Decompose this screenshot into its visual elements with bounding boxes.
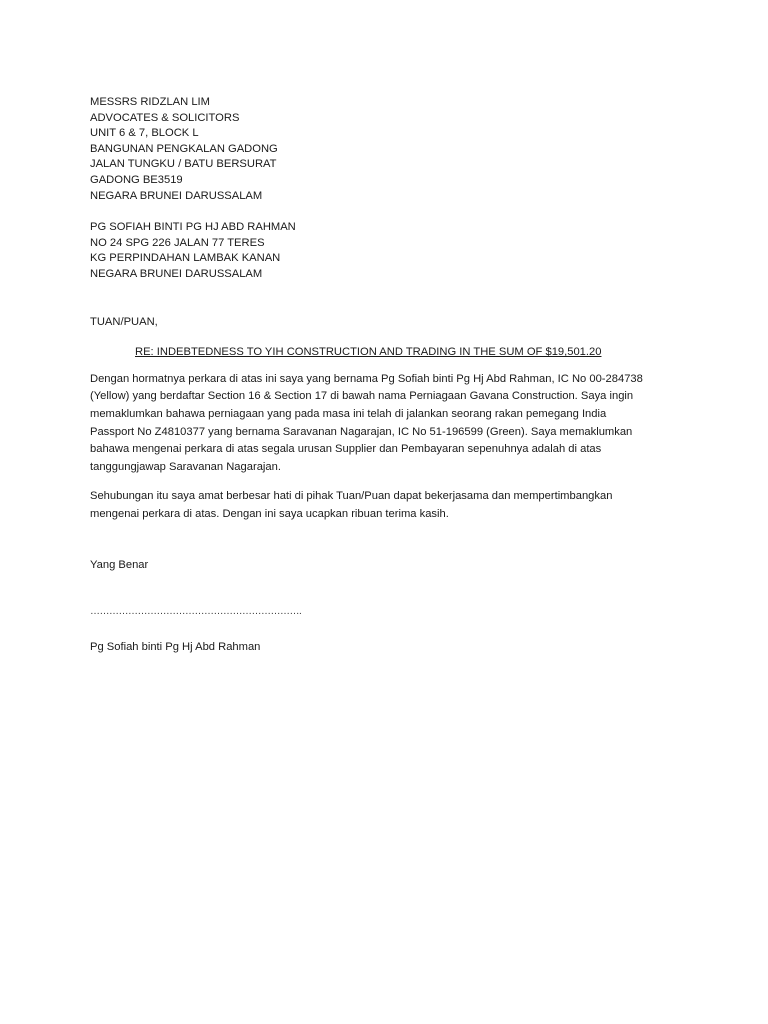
recipient-address (90, 95, 650, 204)
body-paragraph: Dengan hormatnya perkara di atas ini saya yang bernama Pg Sofiah binti Pg Hj Abd Rahman, IC No 00-284738 (Yellow) yang berdaftar Section 16 & Section 17 di bawah nama Perniagaan Gavana Construction. Saya ingin memaklumkan bahawa perniagaan yang pada masa ini telah di jalankan seorang rakan pemegang India Passport No Z4810377 yang bernama Saravanan Nagarajan, IC No 51-196599 (Green). Saya memaklumkan bahawa mengenai perkara di atas segala urusan Supplier dan Pembayaran sepenuhnya adalah di atas tanggungjawap Saravanan Nagarajan. (90, 372, 643, 473)
signature-line: …………………………………………………………. (90, 606, 302, 618)
salutation: TUAN/PUAN, (90, 315, 158, 328)
sender-line: NO 24 SPG 226 JALAN 77 TERES (90, 236, 265, 249)
sender-line: PG SOFIAH BINTI PG HJ ABD RAHMAN (90, 221, 296, 234)
letter (90, 95, 650, 655)
recipient-line: BANGUNAN PENGKALAN GADONG (90, 142, 278, 155)
signatory-name: Pg Sofiah binti Pg Hj Abd Rahman (90, 640, 261, 653)
sender-address (90, 220, 650, 282)
closing: Yang Benar (90, 559, 149, 572)
sender-line: KG PERPINDAHAN LAMBAK KANAN (90, 252, 281, 265)
recipient-line: UNIT 6 & 7, BLOCK L (90, 127, 199, 140)
subject-line: RE: INDEBTEDNESS TO YIH CONSTRUCTION AND TRADING IN THE SUM OF $19,501.20 (135, 346, 602, 359)
sender-line: NEGARA BRUNEI DARUSSALAM (90, 267, 263, 280)
recipient-line: JALAN TUNGKU / BATU BERSURAT (90, 158, 277, 171)
recipient-line: ADVOCATES & SOLICITORS (90, 111, 240, 124)
recipient-line: GADONG BE3519 (90, 173, 183, 186)
recipient-line: NEGARA BRUNEI DARUSSALAM (90, 189, 263, 202)
recipient-line: MESSRS RIDZLAN LIM (90, 96, 210, 108)
body-paragraph: Sehubungan itu saya amat berbesar hati di pihak Tuan/Puan dapat bekerjasama dan mempertimbangkan mengenai perkara di atas. Dengan ini saya ucapkan ribuan terima kasih. (90, 490, 613, 520)
